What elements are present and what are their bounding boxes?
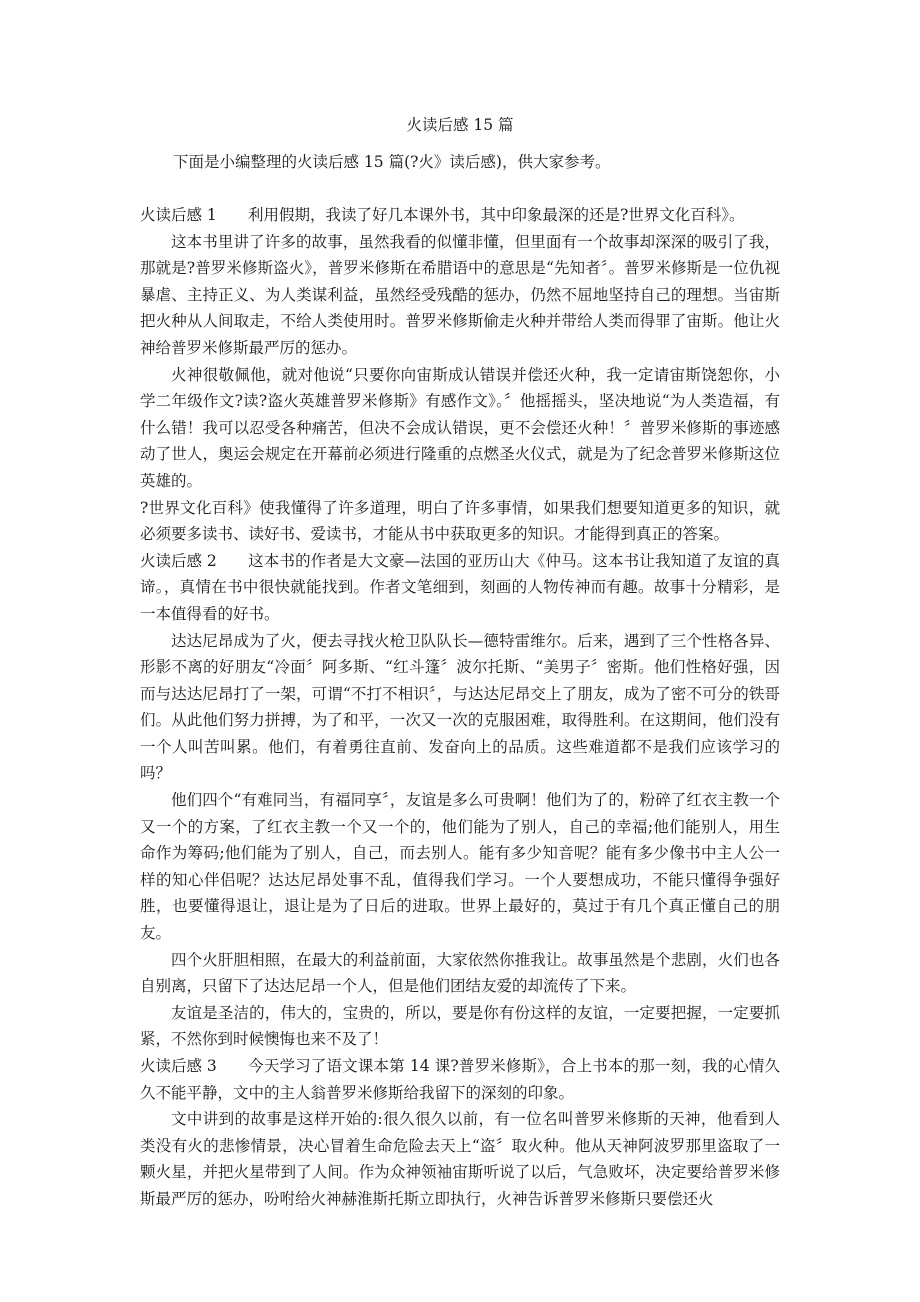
body-paragraph: 文中讲到的故事是这样开始的:很久很久以前，有一位名叫普罗米修斯的天神，他看到人类没有火的悲惨情景，决心冒着生命危险去天上“盗〞取火种。他从天神阿波罗那里盗取了一颗火星，并把火星带到了人间。作为众神领袖宙斯听说了以后，气急败坏，决定要给普罗米修斯最严厉的惩办，吩咐给火神赫淮斯托斯立即执行，火神告诉普罗米修斯只要偿还火 [140,1110,780,1208]
body-paragraph: 四个火肝胆相照，在最大的利益前面，大家依然你推我让。故事虽然是个悲剧，火们也各自别离，只留下了达达尼昂一个人，但是他们团结友爱的却流传了下来。 [140,950,780,996]
body-paragraph: ?世界文化百科》使我懂得了许多道理，明白了许多事情，如果我们想要知道更多的知识，就必须要多读书、读好书、爱读书，才能从书中获取更多的知识。才能得到真正的答案。 [140,498,780,544]
paragraph-text: 利用假期，我读了好几本课外书，其中印象最深的还是?世界文化百科》。 [248,206,745,224]
body-paragraph: 这本书里讲了许多的故事，虽然我看的似懂非懂，但里面有一个故事却深深的吸引了我，那就是?普罗米修斯盗火》，普罗米修斯在希腊语中的意思是“先知者〞。普罗米修斯是一位仇视暴虐、主持正义、为人类谋利益，虽然经受残酷的惩办，仍然不屈地坚持自己的理想。当宙斯把火种从人间取走，不给人类使用时。普罗米修斯偷走火种并带给人类而得罪了宙斯。他让火神给普罗米修斯最严厉的惩办。 [140,232,780,357]
section-heading: 火读后感 1 [140,206,217,224]
paragraph-text: 今天学习了语文课本第 14 课?普罗米修斯》，合上书本的那一刻，我的心情久久不能平静，文中的主人翁普罗米修斯给我留下的深刻的印象。 [140,1057,780,1102]
paragraph-text: 这本书的作者是大文豪—法国的亚历山大《仲马。这本书让我知道了友谊的真谛。，真情在书中很快就能找到。作者文笔细到，刻画的人物传神而有趣。故事十分精彩，是一本值得看的好书。 [140,551,780,623]
section-paragraph [140,1053,780,1106]
section-paragraph [140,202,780,229]
document-body [140,202,780,1213]
section-heading: 火读后感 3 [140,1057,217,1075]
section-paragraph [140,548,780,628]
body-paragraph: 他们四个“有难同当，有福同享〞，友谊是多么可贵啊！他们为了的，粉碎了红衣主教一个又一个的方案，了红衣主教一个又一个的，他们能为了别人，自己的幸福;他们能别人，用生命作为筹码;他们能为了别人，自己，而去别人。能有多少知音呢？能有多少像书中主人公一样的知心伴侣呢？达达尼昂处事不乱，值得我们学习。一个人要想成功，不能只懂得争强好胜，也要懂得退让，退让是为了日后的进取。世界上最好的，莫过于有几个真正懂自己的朋友。 [140,791,780,943]
section-heading: 火读后感 2 [140,551,217,570]
document-title: 火读后感 15 篇 [406,116,514,134]
intro-paragraph: 下面是小编整理的火读后感 15 篇(?火》读后感)，供大家参考。 [173,153,611,171]
body-paragraph: 友谊是圣洁的，伟大的，宝贵的，所以，要是你有份这样的友谊，一定要把握，一定要抓紧，不然你到时候懊悔也来不及了！ [140,1003,780,1049]
body-paragraph: 火神很敬佩他，就对他说“只要你向宙斯成认错误并偿还火种，我一定请宙斯饶恕你，小学二年级作文?读?盗火英雄普罗米修斯》有感作文》。〞他摇摇头，坚决地说“为人类造福，有什么错！我可以忍受各种痛苦，但决不会成认错误，更不会偿还火种！〞普罗米修斯的事迹感动了世人，奥运会规定在开幕前必须进行隆重的点燃圣火仪式，就是为了纪念普罗米修斯这位英雄的。 [140,365,780,490]
body-paragraph: 达达尼昂成为了火，便去寻找火枪卫队队长—德特雷维尔。后来，遇到了三个性格各异、形影不离的好朋友“冷面〞阿多斯、“红斗篷〞波尔托斯、“美男子〞密斯。他们性格好强，因而与达达尼昂打了一架，可谓“不打不相识〞，与达达尼昂交上了朋友，成为了密不可分的铁哥们。从此他们努力拼搏，为了和平，一次又一次的克服困难，取得胜利。在这期间，他们没有一个人叫苦叫累。他们，有着勇往直前、发奋向上的品质。这些难道都不是我们应该学习的吗？ [140,631,780,783]
